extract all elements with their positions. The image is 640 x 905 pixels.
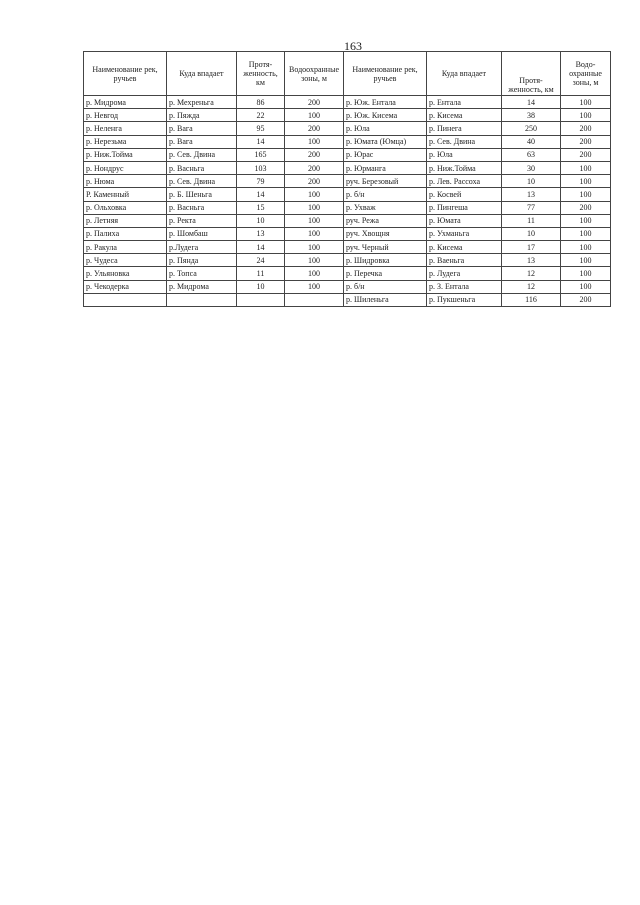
cell-right-name: руч. Черный <box>344 241 427 254</box>
cell-left-name: Р. Каменный <box>84 188 167 201</box>
cell-right-flows-into: р. Пинега <box>427 122 502 135</box>
table-row <box>84 148 611 161</box>
cell-right-flows-into: р. Ваеньга <box>427 254 502 267</box>
cell-right-flows-into: р. З. Ентала <box>427 280 502 293</box>
header-name-right: Наименование рек, ручьев <box>344 52 427 96</box>
cell-right-name: р. б/н <box>344 188 427 201</box>
cell-right-flows-into: р. Юмата <box>427 214 502 227</box>
cell-right-zone: 100 <box>561 280 611 293</box>
cell-right-flows-into: р. Пукшеньга <box>427 293 502 306</box>
cell-right-name: р. Юж. Кисема <box>344 109 427 122</box>
cell-right-length: 77 <box>502 201 561 214</box>
cell-right-length: 40 <box>502 135 561 148</box>
cell-right-zone: 200 <box>561 293 611 306</box>
cell-right-zone: 100 <box>561 254 611 267</box>
table-row <box>84 214 611 227</box>
cell-left-length: 11 <box>237 267 285 280</box>
cell-right-name: р. Юла <box>344 122 427 135</box>
cell-right-name: руч. Березовый <box>344 175 427 188</box>
cell-right-length: 38 <box>502 109 561 122</box>
cell-left-flows-into: р. Ректа <box>167 214 237 227</box>
cell-left-zone: 100 <box>285 214 344 227</box>
cell-right-length: 13 <box>502 254 561 267</box>
table-row <box>84 135 611 148</box>
cell-right-name: р. Ухваж <box>344 201 427 214</box>
cell-left-zone: 200 <box>285 161 344 174</box>
cell-left-flows-into: р. Васньга <box>167 161 237 174</box>
cell-left-zone: 100 <box>285 280 344 293</box>
cell-left-flows-into: р. Васньга <box>167 201 237 214</box>
cell-right-flows-into: р. Косвей <box>427 188 502 201</box>
cell-left-length: 95 <box>237 122 285 135</box>
cell-left-length: 14 <box>237 241 285 254</box>
header-zone-left: Водоохранные зоны, м <box>285 52 344 96</box>
cell-right-zone: 100 <box>561 96 611 109</box>
cell-right-flows-into: р. Ниж.Тойма <box>427 161 502 174</box>
cell-left-zone: 200 <box>285 148 344 161</box>
cell-left-name: р. Летняя <box>84 214 167 227</box>
cell-left-zone: 100 <box>285 254 344 267</box>
cell-right-flows-into: р. Лев. Рассоха <box>427 175 502 188</box>
cell-right-flows-into: р. Пингеша <box>427 201 502 214</box>
cell-right-flows-into: р. Юла <box>427 148 502 161</box>
cell-right-length: 10 <box>502 175 561 188</box>
cell-left-length: 14 <box>237 135 285 148</box>
header-flows-into-left: Куда впадает <box>167 52 237 96</box>
cell-left-length: 103 <box>237 161 285 174</box>
cell-left-flows-into: р. Б. Шеньга <box>167 188 237 201</box>
cell-left-name: р. Ракула <box>84 241 167 254</box>
cell-left-flows-into: р. Вага <box>167 135 237 148</box>
cell-left-name: р. Невгод <box>84 109 167 122</box>
rivers-table <box>83 51 611 307</box>
cell-left-length: 165 <box>237 148 285 161</box>
cell-left-name: р. Нерезьма <box>84 135 167 148</box>
cell-right-name: р. Юрас <box>344 148 427 161</box>
cell-left-flows-into: р. Топса <box>167 267 237 280</box>
header-zone-right: Водо-охранные зоны, м <box>561 52 611 96</box>
cell-left-name: р. Чекодерка <box>84 280 167 293</box>
cell-right-length: 11 <box>502 214 561 227</box>
header-length-right: Протя-женность, км <box>502 52 561 96</box>
cell-right-zone: 200 <box>561 148 611 161</box>
header-row <box>84 52 611 96</box>
cell-right-name: р. Шиленьга <box>344 293 427 306</box>
cell-right-name: р. Перечка <box>344 267 427 280</box>
cell-right-flows-into: р. Ентала <box>427 96 502 109</box>
table-row <box>84 201 611 214</box>
cell-right-flows-into: р. Лудега <box>427 267 502 280</box>
page-number: 163 <box>344 39 362 53</box>
table-row <box>84 267 611 280</box>
cell-left-zone <box>285 293 344 306</box>
cell-left-flows-into: р. Пяжда <box>167 109 237 122</box>
header-name-left: Наименование рек, ручьев <box>84 52 167 96</box>
cell-left-zone: 100 <box>285 188 344 201</box>
cell-right-flows-into: р. Сев. Двина <box>427 135 502 148</box>
cell-right-length: 12 <box>502 267 561 280</box>
table-row <box>84 109 611 122</box>
cell-left-name: р. Чудеса <box>84 254 167 267</box>
cell-left-name: р. Нондрус <box>84 161 167 174</box>
cell-left-name: р. Ниж.Тойма <box>84 148 167 161</box>
cell-left-name: р. Ульяновка <box>84 267 167 280</box>
cell-left-zone: 200 <box>285 96 344 109</box>
cell-right-length: 116 <box>502 293 561 306</box>
cell-right-name: р. б/н <box>344 280 427 293</box>
cell-left-zone: 200 <box>285 122 344 135</box>
cell-left-zone: 100 <box>285 267 344 280</box>
cell-right-length: 10 <box>502 227 561 240</box>
cell-right-length: 14 <box>502 96 561 109</box>
cell-right-length: 250 <box>502 122 561 135</box>
cell-right-zone: 100 <box>561 109 611 122</box>
cell-right-length: 17 <box>502 241 561 254</box>
cell-left-flows-into: р. Шомбаш <box>167 227 237 240</box>
cell-right-zone: 100 <box>561 267 611 280</box>
cell-left-zone: 200 <box>285 175 344 188</box>
cell-left-length: 22 <box>237 109 285 122</box>
cell-left-flows-into: р.Лудега <box>167 241 237 254</box>
table-row <box>84 280 611 293</box>
cell-right-name: р. Юрманга <box>344 161 427 174</box>
cell-right-name: руч. Режа <box>344 214 427 227</box>
cell-right-length: 63 <box>502 148 561 161</box>
cell-right-flows-into: р. Ухманьга <box>427 227 502 240</box>
cell-right-zone: 100 <box>561 241 611 254</box>
cell-left-length <box>237 293 285 306</box>
cell-left-length: 10 <box>237 214 285 227</box>
cell-left-zone: 100 <box>285 135 344 148</box>
cell-right-length: 30 <box>502 161 561 174</box>
cell-left-name: р. Мидрома <box>84 96 167 109</box>
cell-left-zone: 100 <box>285 227 344 240</box>
table-row <box>84 254 611 267</box>
cell-right-zone: 200 <box>561 122 611 135</box>
cell-right-zone: 200 <box>561 135 611 148</box>
cell-left-zone: 100 <box>285 109 344 122</box>
cell-left-length: 24 <box>237 254 285 267</box>
cell-right-name: р. Юж. Ентала <box>344 96 427 109</box>
cell-left-name: р. Палиха <box>84 227 167 240</box>
table-row <box>84 96 611 109</box>
header-length-left: Протя-женность, км <box>237 52 285 96</box>
cell-left-flows-into: р. Мехреньга <box>167 96 237 109</box>
cell-right-length: 13 <box>502 188 561 201</box>
cell-right-flows-into: р. Кисема <box>427 109 502 122</box>
table-row <box>84 227 611 240</box>
cell-left-zone: 100 <box>285 201 344 214</box>
cell-left-flows-into: р. Сев. Двина <box>167 175 237 188</box>
cell-right-zone: 100 <box>561 175 611 188</box>
table-row <box>84 293 611 306</box>
cell-right-length: 12 <box>502 280 561 293</box>
cell-left-length: 10 <box>237 280 285 293</box>
cell-right-zone: 100 <box>561 214 611 227</box>
cell-right-flows-into: р. Кисема <box>427 241 502 254</box>
cell-right-name: руч. Хвощня <box>344 227 427 240</box>
table-row <box>84 188 611 201</box>
table-row <box>84 122 611 135</box>
cell-right-zone: 200 <box>561 201 611 214</box>
table-row <box>84 241 611 254</box>
cell-left-length: 13 <box>237 227 285 240</box>
header-flows-into-right: Куда впадает <box>427 52 502 96</box>
cell-left-name <box>84 293 167 306</box>
cell-right-zone: 100 <box>561 188 611 201</box>
cell-left-name: р. Нюма <box>84 175 167 188</box>
cell-left-name: р. Неленга <box>84 122 167 135</box>
cell-right-zone: 100 <box>561 161 611 174</box>
cell-right-zone: 100 <box>561 227 611 240</box>
cell-right-name: р. Шидровка <box>344 254 427 267</box>
cell-left-flows-into: р. Пянда <box>167 254 237 267</box>
cell-left-length: 86 <box>237 96 285 109</box>
cell-left-flows-into <box>167 293 237 306</box>
cell-left-flows-into: р. Вага <box>167 122 237 135</box>
cell-left-flows-into: р. Сев. Двина <box>167 148 237 161</box>
table-row <box>84 175 611 188</box>
cell-right-name: р. Юмата (Юмца) <box>344 135 427 148</box>
table-row <box>84 161 611 174</box>
cell-left-length: 79 <box>237 175 285 188</box>
cell-left-length: 14 <box>237 188 285 201</box>
cell-left-name: р. Ольховка <box>84 201 167 214</box>
cell-left-flows-into: р. Мидрома <box>167 280 237 293</box>
cell-left-length: 15 <box>237 201 285 214</box>
cell-left-zone: 100 <box>285 241 344 254</box>
